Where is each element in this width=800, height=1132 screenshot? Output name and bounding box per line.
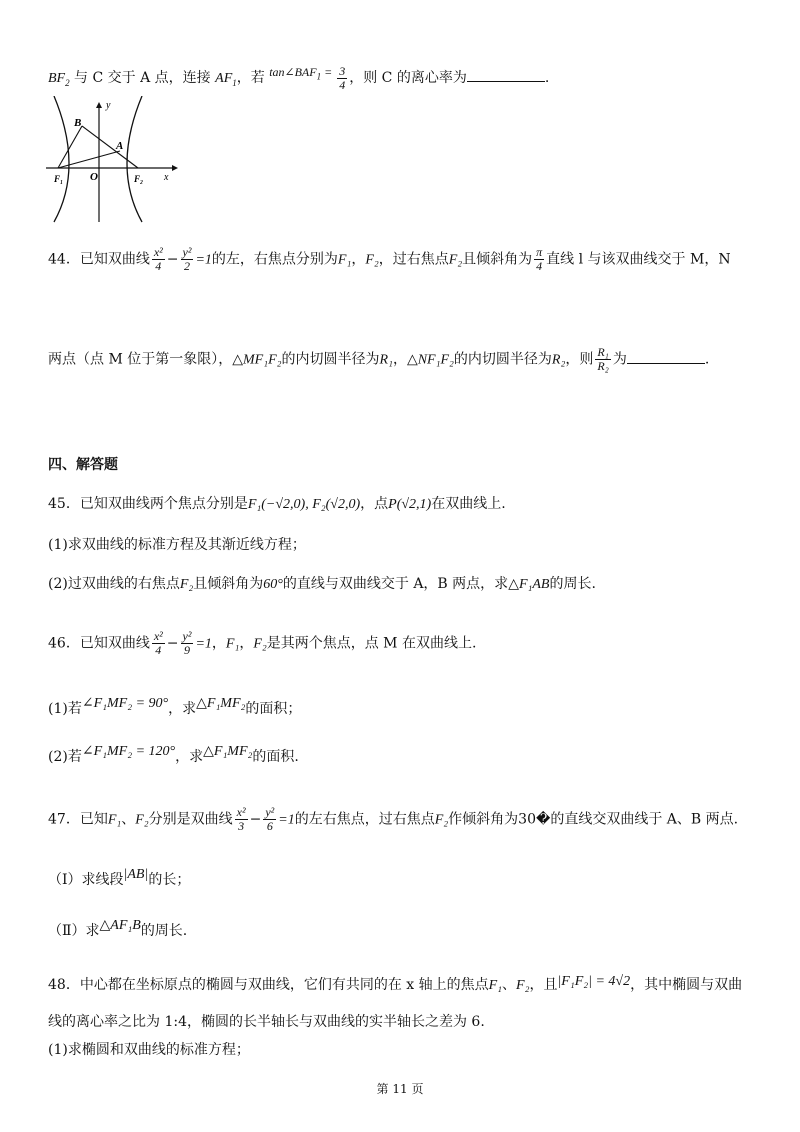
q47-l2-b: 的长；	[148, 872, 191, 888]
seg-af1: $AF_1$	[215, 71, 237, 88]
q46-l2-a: (1)若	[48, 701, 82, 717]
fraction-x2-4: $\frac{\text{x²}}{4}$	[153, 245, 163, 273]
point-f2-label: F₂	[134, 174, 144, 184]
point-p: P(√2,1)	[388, 497, 432, 512]
q44-line-2	[48, 346, 709, 373]
x-axis-label: x	[164, 172, 169, 183]
q43-text-2: ，若	[236, 70, 270, 86]
q44-number: 44．已知双曲线	[48, 251, 150, 268]
q44-text-3: 且倾斜角为	[462, 251, 533, 268]
triangle-f1mf2: △F₁MF₂	[203, 744, 253, 759]
q44-l2-a: 两点（点 M 位于第一象限），	[48, 351, 233, 368]
q46-l2-c: 的面积；	[245, 701, 302, 717]
point-f1-label: F₁	[54, 174, 64, 184]
q46-l3-b: ，求	[175, 749, 204, 765]
radius-r1: R₁	[379, 352, 393, 368]
focus-f1: F₁	[337, 252, 352, 268]
q44-text-2: ，过右焦点	[378, 251, 449, 268]
q47-line-3	[48, 916, 187, 941]
q46-line-2	[48, 694, 301, 719]
q44-l2-f: 为	[612, 351, 627, 368]
equals-one: =1	[195, 252, 212, 268]
hyperbola-right-branch	[127, 96, 142, 222]
focus-f1: F₁	[225, 636, 240, 652]
q48-text-3: ，其中椭圆与双曲	[630, 977, 743, 993]
minus-sign: −	[166, 251, 179, 268]
focus-f2-b: F₂	[434, 812, 449, 828]
q47-l3-b: 的周长.	[140, 923, 188, 939]
segment-b-f2	[82, 126, 138, 168]
focus-f2-b: F₂	[448, 252, 463, 268]
q44-l2-e: ，则	[565, 351, 594, 368]
q46-text-2: ，	[211, 635, 226, 652]
q46-l2-b: ，求	[168, 701, 197, 717]
q45-text-2: ，点	[360, 496, 389, 512]
x-axis-arrow	[172, 165, 178, 171]
q44-l2-d: 的内切圆半径为	[453, 351, 552, 368]
q47-text-2: 分别是双曲线	[148, 811, 233, 828]
separator: 、	[121, 811, 136, 828]
focus-f1: F₁	[488, 978, 503, 993]
focal-distance-condition: |F₁F₂| = 4√2	[557, 974, 631, 989]
q44-l2-c: ，	[392, 351, 407, 368]
triangle-f1ab: △F₁AB	[508, 577, 550, 592]
triangle-nf1f2: △NF₁F₂	[406, 352, 454, 368]
q43-line	[48, 62, 549, 93]
q45-l3-d: 的周长.	[549, 576, 596, 592]
angle-60: 60°	[263, 577, 283, 592]
focus-f2: F₂	[179, 577, 194, 592]
seg-bf2: $BF_2$	[48, 71, 70, 88]
comma: ，	[351, 251, 366, 268]
hyperbola-left-branch	[54, 96, 69, 222]
y-axis-label: y	[106, 100, 111, 111]
q43-text-1: 与 C 交于 A 点，连接	[69, 70, 216, 86]
q48-line-1	[48, 972, 742, 996]
minus-sign: −	[249, 811, 262, 828]
angle-condition-90: ∠F₁MF₂ = 90°	[81, 696, 169, 711]
fraction-x2-4: $\frac{\text{x²}}{4}$	[153, 629, 163, 657]
hyperbola-figure	[44, 96, 184, 226]
separator: 、	[502, 977, 517, 993]
answer-blank-44[interactable]	[627, 349, 705, 364]
focus-f1: F₁	[107, 812, 122, 828]
fraction-3-4: $\frac{3}{4}$	[339, 63, 346, 92]
q44-l2-b: 的内切圆半径为	[281, 351, 380, 368]
point-b-label: B	[74, 117, 82, 129]
q46-text-1: 46．已知双曲线	[48, 635, 150, 652]
q47-line-2	[48, 865, 190, 890]
fraction-y2-9: $\frac{\text{y²}}{9}$	[182, 629, 192, 657]
q45-line-1	[48, 494, 506, 515]
radius-r2: R₂	[551, 352, 566, 368]
ratio-r1-r2: $\frac{\text{R₁}}{\text{R₂}}$	[597, 345, 609, 373]
q47-line-1	[48, 806, 738, 833]
q45-text-3: 在双曲线上.	[431, 496, 506, 512]
q46-l3-c: 的面积.	[252, 749, 299, 765]
triangle-f1mf2: △F₁MF₂	[196, 696, 246, 711]
q46-text-3: ，	[239, 635, 254, 652]
foci-coordinates: F₁(−√2,0), F₂(√2,0)	[247, 497, 361, 512]
q47-text-4: 作倾斜角为30�的直线交双曲线于 A、B 两点.	[448, 811, 739, 828]
q48-line-3: (1)求椭圆和双曲线的标准方程；	[48, 1042, 250, 1058]
q48-text-2: ，且	[529, 977, 558, 993]
equals-one: =1	[195, 636, 212, 652]
q45-l3-a: (2)过双曲线的右焦点	[48, 576, 180, 592]
triangle-mf1f2: △MF₁F₂	[232, 352, 282, 368]
page-number: 第 11 页	[376, 1082, 424, 1096]
q47-text-3: 的左右焦点，过右焦点	[294, 811, 435, 828]
q44-text-4: 直线 l 与该双曲线交于 M，N	[546, 251, 731, 268]
q45-l3-c: 的直线与双曲线交于 A，B 两点，求	[282, 576, 509, 592]
focus-f2: F₂	[253, 636, 267, 652]
triangle-af1b: △AF₁B	[99, 918, 141, 933]
q43-text-3: ，则 C 的离心率为	[349, 70, 467, 86]
answer-blank[interactable]	[467, 67, 545, 82]
focus-f2: F₂	[516, 978, 530, 993]
q45-l3-b: 且倾斜角为	[193, 576, 264, 592]
q45-line-3	[48, 574, 596, 595]
fraction-y2-2: $\frac{\text{y²}}{2}$	[182, 245, 192, 273]
q47-text-1: 47．已知	[48, 811, 108, 828]
q44-text-1: 的左，右焦点分别为	[211, 251, 338, 268]
q48-line-2: 线的离心率之比为 1:4，椭圆的长半轴长与双曲线的实半轴长之差为 6.	[48, 1014, 485, 1030]
q44-line-1	[48, 246, 731, 273]
equals-one: =1	[278, 812, 295, 828]
q47-l3-a: （Ⅱ）求	[48, 923, 100, 939]
fraction-x2-3: $\frac{\text{x²}}{3}$	[236, 805, 246, 833]
q46-text-4: 是其两个焦点，点 M 在双曲线上.	[266, 635, 477, 652]
segment-f1-b	[58, 126, 82, 168]
segment-ab: |AB|	[123, 867, 149, 882]
tan-expression: $\tan\angle BAF_1$ =	[269, 65, 336, 82]
angle-condition-120: ∠F₁MF₂ = 120°	[81, 744, 176, 759]
q46-l3-a: (2)若	[48, 749, 82, 765]
q47-l2-a: （Ⅰ）求线段	[48, 872, 124, 888]
focus-f2: F₂	[365, 252, 379, 268]
minus-sign: −	[166, 635, 179, 652]
segment-f1-a	[58, 151, 120, 168]
q46-line-1	[48, 630, 476, 657]
fraction-y2-6: $\frac{\text{y²}}{6}$	[265, 805, 275, 833]
y-axis-arrow	[96, 102, 102, 108]
q45-line-2: (1)求双曲线的标准方程及其渐近线方程；	[48, 537, 306, 553]
fraction-pi-4: $\frac{\pi}{4}$	[536, 245, 543, 273]
q43-end: .	[544, 70, 550, 86]
q48-text-1: 48．中心都在坐标原点的椭圆与双曲线，它们有共同的在 x 轴上的焦点	[48, 977, 489, 993]
q45-text-1: 45．已知双曲线两个焦点分别是	[48, 496, 248, 512]
q46-line-3	[48, 742, 299, 767]
origin-label: O	[90, 171, 98, 183]
point-a-label: A	[116, 140, 124, 152]
focus-f2: F₂	[135, 812, 149, 828]
q44-end: .	[704, 351, 710, 368]
section-heading: 四、解答题	[48, 457, 118, 473]
